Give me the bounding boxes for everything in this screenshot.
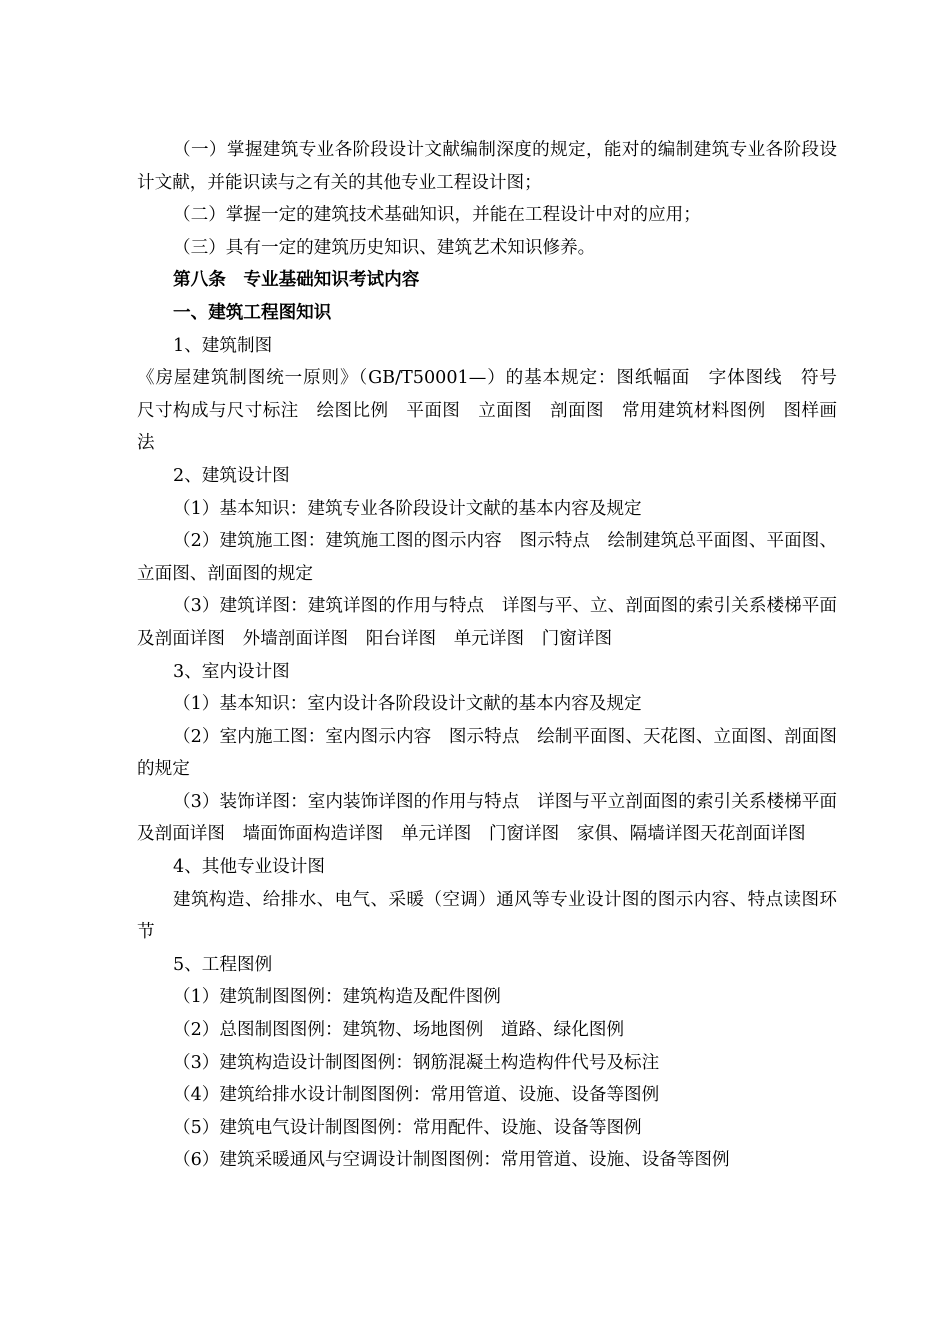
drafting-standard-paragraph: 《房屋建筑制图统一原则》（GB/T50001—）的基本规定：图纸幅面 字体图线 符号 尺寸构成与尺寸标注 绘图比例 平面图 立面图 剖面图 常用建筑材料图例 图样画法 bbox=[137, 368, 855, 454]
architectural-basic-knowledge: （1）基本知识：建筑专业各阶段设计文献的基本内容及规定 bbox=[173, 498, 642, 519]
subsection-title-legends: 5、工程图例 bbox=[173, 954, 273, 975]
interior-detail-drawings: （3）装饰详图：室内装饰详图的作用与特点 详图与平立剖面图的索引关系楼梯平面及剖面详图 墙面饰面构造详图 单元详图 门窗详图 家俱、隔墙详图天花剖面详图 bbox=[137, 791, 837, 845]
document-page bbox=[137, 134, 855, 1177]
paragraph-item-1: （一）掌握建筑专业各阶段设计文献编制深度的规定，能对的编制建筑专业各阶段设计文献，并能识读与之有关的其他专业工程设计图； bbox=[137, 140, 837, 193]
legend-item-1: （1）建筑制图图例：建筑构造及配件图例 bbox=[173, 987, 501, 1008]
section-heading: 一、建筑工程图知识 bbox=[173, 301, 332, 323]
legend-item-4: （4）建筑给排水设计制图图例：常用管道、设施、设备等图例 bbox=[173, 1085, 660, 1106]
article-heading: 第八条 专业基础知识考试内容 bbox=[173, 269, 420, 291]
legend-item-5: （5）建筑电气设计制图图例：常用配件、设施、设备等图例 bbox=[173, 1117, 642, 1138]
other-disciplines-paragraph: 建筑构造、给排水、电气、采暖（空调）通风等专业设计图的图示内容、特点读图环节 bbox=[137, 889, 837, 943]
subsection-title-other-disciplines: 4、其他专业设计图 bbox=[173, 857, 325, 878]
interior-basic-knowledge: （1）基本知识：室内设计各阶段设计文献的基本内容及规定 bbox=[173, 694, 642, 715]
legend-item-6: （6）建筑采暖通风与空调设计制图图例：常用管道、设施、设备等图例 bbox=[173, 1150, 730, 1171]
architectural-detail-drawings: （3）建筑详图：建筑详图的作用与特点 详图与平、立、剖面图的索引关系楼梯平面及剖面详图 外墙剖面详图 阳台详图 单元详图 门窗详图 bbox=[137, 596, 837, 649]
architectural-construction-drawings: （2）建筑施工图：建筑施工图的图示内容 图示特点 绘制建筑总平面图、平面图、立面图、剖面图的规定 bbox=[137, 531, 837, 584]
paragraph-item-2: （二）掌握一定的建筑技术基础知识，并能在工程设计中对的应用； bbox=[173, 205, 701, 226]
subsection-title-interior-design: 3、室内设计图 bbox=[173, 661, 290, 682]
legend-item-2: （2）总图制图图例：建筑物、场地图例 道路、绿化图例 bbox=[173, 1020, 625, 1041]
paragraph-item-3: （三）具有一定的建筑历史知识、建筑艺术知识修养。 bbox=[173, 237, 596, 258]
subsection-title-architectural-design: 2、建筑设计图 bbox=[173, 465, 290, 486]
subsection-title-drafting: 1、建筑制图 bbox=[173, 335, 273, 356]
legend-item-3: （3）建筑构造设计制图图例：钢筋混凝土构造构件代号及标注 bbox=[173, 1052, 660, 1073]
interior-construction-drawings: （2）室内施工图：室内图示内容 图示特点 绘制平面图、天花图、立面图、剖面图的规定 bbox=[137, 726, 837, 780]
